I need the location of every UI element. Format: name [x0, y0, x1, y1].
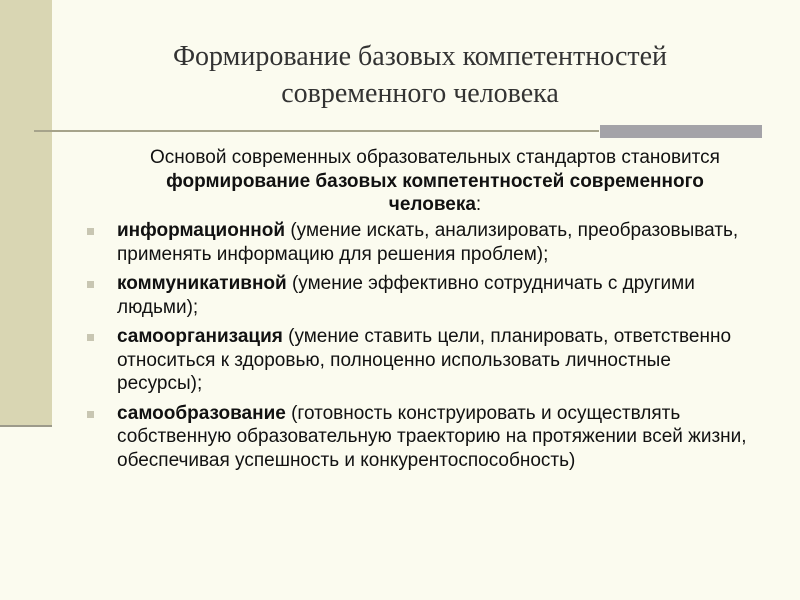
square-bullet-icon: [87, 334, 94, 341]
intro-tail: :: [475, 194, 482, 215]
competency-term: информационной: [117, 220, 286, 241]
competency-description: (готовность конструировать и осуществлять собственную образовательную траекторию на протяжении всей жизни, обеспечивая успешность и конкурентоспособность): [117, 402, 747, 471]
competency-list: [86, 219, 756, 478]
intro-emphasis: формирование базовых компетентностей современного человека: [166, 170, 704, 215]
competency-term: самоорганизация: [117, 326, 283, 347]
list-item: [86, 325, 756, 396]
slide-title-line-1: Формирование базовых компетентностей: [172, 41, 668, 72]
list-item: [86, 402, 756, 473]
competency-term: самообразование: [117, 402, 286, 424]
slide-title: [80, 38, 760, 112]
list-item: [86, 219, 756, 266]
competency-description: (умение эффективно сотрудничать с другими людьми);: [117, 273, 695, 318]
square-bullet-icon: [87, 411, 94, 418]
competency-description: (умение ставить цели, планировать, ответственно относиться к здоровью, полноценно использовать личностные ресурсы);: [117, 326, 732, 394]
left-accent-divider: [0, 425, 52, 427]
slide-title-line-2: современного человека: [281, 78, 559, 109]
competency-term: коммуникативной: [117, 273, 287, 294]
list-item: [86, 272, 756, 319]
left-accent-band: [0, 0, 52, 425]
square-bullet-icon: [87, 228, 94, 235]
intro-paragraph: [140, 146, 730, 217]
square-bullet-icon: [87, 281, 94, 288]
competency-description: (умение искать, анализировать, преобразовывать, применять информацию для решения проблем);: [117, 220, 739, 265]
intro-lead: Основой современных образовательных стандартов становится: [150, 147, 720, 168]
title-underline: [34, 130, 599, 132]
title-accent-bar: [600, 125, 762, 138]
